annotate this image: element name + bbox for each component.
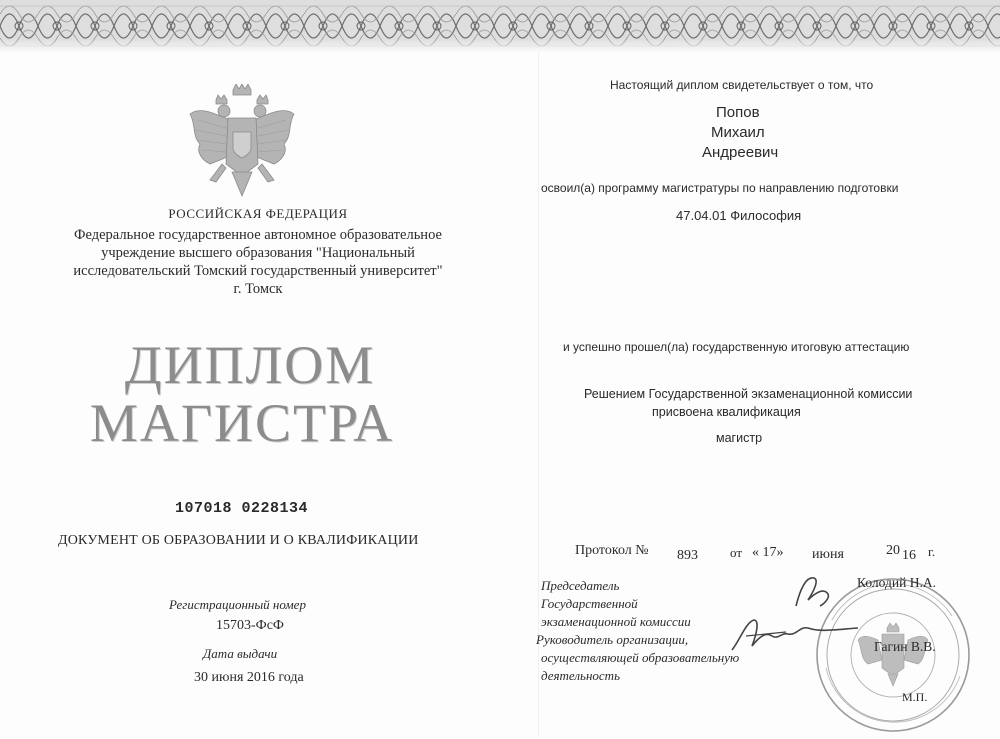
graduate-patronymic: Андреевич	[702, 144, 779, 161]
decision-line-2: присвоена квалификация	[652, 405, 801, 419]
issue-date-value: 30 июня 2016 года	[194, 670, 304, 685]
organization-line-2: учреждение высшего образования "Национальный	[101, 245, 415, 261]
qualification-value: магистр	[716, 431, 763, 445]
country-name: РОССИЙСКАЯ ФЕДЕРАЦИЯ	[168, 206, 348, 221]
certificate-intro: Настоящий диплом свидетельствует о том, что	[610, 78, 874, 92]
organization-line-1: Федеральное государственное автономное образовательное	[74, 227, 442, 243]
chair-title-line-2: Государственной	[541, 596, 638, 611]
diploma-serial-number: 107018 0228134	[175, 500, 309, 517]
protocol-label: Протокол №	[575, 543, 649, 558]
protocol-year-suffix: 16	[902, 548, 916, 563]
graduate-first-name: Михаил	[711, 124, 765, 141]
graduate-last-name: Попов	[716, 104, 760, 121]
document-type: ДОКУМЕНТ ОБ ОБРАЗОВАНИИ И О КВАЛИФИКАЦИИ	[58, 533, 419, 548]
program-statement: освоил(а) программу магистратуры по направлению подготовки	[541, 181, 899, 195]
head-name: Гагин В.В.	[874, 639, 936, 654]
security-pattern-band	[0, 0, 1000, 52]
head-signature	[726, 606, 866, 662]
issue-date-label: Дата выдачи	[203, 646, 278, 661]
diploma-title-line-2: МАГИСТРА	[89, 393, 395, 453]
chair-title-line-1: Председатель	[541, 578, 620, 593]
registration-number-label: Регистрационный номер	[169, 597, 306, 612]
program-name: 47.04.01 Философия	[676, 208, 802, 223]
organization-line-3: исследовательский Томский государственный университет"	[73, 263, 443, 279]
protocol-year-unit: г.	[928, 544, 936, 559]
head-title-line-2: осуществляющей образовательную	[541, 650, 740, 665]
chair-title-line-3: экзаменационной комиссии	[541, 614, 691, 629]
protocol-month: июня	[812, 547, 844, 562]
decision-line-1: Решением Государственной экзаменационной комиссии	[584, 387, 913, 401]
protocol-day: « 17»	[752, 545, 784, 560]
seal-place-mark: М.П.	[902, 690, 928, 704]
chair-name: Колодий Н.А.	[857, 575, 936, 590]
head-title-line-3: деятельность	[541, 668, 620, 683]
coat-of-arms-eagle-icon	[186, 84, 298, 202]
attestation-statement: и успешно прошел(ла) государственную итоговую аттестацию	[563, 340, 910, 354]
diploma-title-line-1: ДИПЛОМ	[124, 335, 376, 395]
protocol-from: от	[730, 545, 743, 560]
protocol-number: 893	[677, 548, 698, 563]
organization-city: г. Томск	[233, 281, 283, 297]
registration-number-value: 15703-ФсФ	[216, 618, 284, 633]
head-title-line-1: Руководитель организации,	[536, 632, 689, 647]
protocol-year-prefix: 20	[886, 543, 900, 558]
